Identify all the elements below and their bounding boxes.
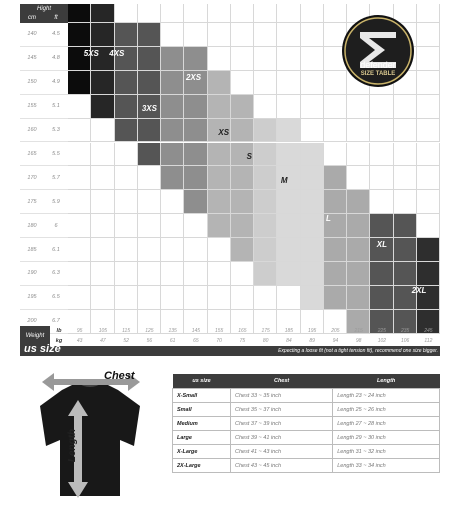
grid-cell bbox=[254, 47, 277, 71]
grid-cell bbox=[231, 166, 254, 190]
grid-cell bbox=[301, 262, 324, 286]
grid-cell bbox=[254, 286, 277, 310]
height-cm-label: 160 bbox=[20, 119, 44, 143]
grid-cell bbox=[231, 71, 254, 95]
weight-lb-value: 225 bbox=[377, 328, 387, 334]
grid-cell bbox=[324, 286, 347, 310]
fit-note: Expecting a loose fit (not a tight tension fit), recommend one size bigger. bbox=[278, 348, 438, 354]
weight-kg-value: 106 bbox=[400, 338, 410, 344]
grid-cell bbox=[115, 23, 138, 47]
grid-cell bbox=[394, 95, 417, 119]
size-label-xs: XS bbox=[218, 127, 230, 137]
grid-cell bbox=[115, 119, 138, 143]
grid-cell bbox=[184, 262, 207, 286]
grid-cell bbox=[231, 286, 254, 310]
grid-cell bbox=[347, 166, 370, 190]
grid-cell bbox=[370, 214, 393, 238]
grid-cell bbox=[91, 214, 114, 238]
grid-cell bbox=[417, 71, 440, 95]
size-label-m: M bbox=[280, 175, 288, 185]
weight-kg-value: 43 bbox=[76, 338, 83, 344]
grid-cell bbox=[417, 214, 440, 238]
grid-cell bbox=[184, 238, 207, 262]
grid-cell bbox=[208, 262, 231, 286]
grid-cell bbox=[184, 143, 207, 167]
grid-cell bbox=[91, 23, 114, 47]
size-label-s: S bbox=[246, 151, 253, 161]
grid-cell bbox=[115, 71, 138, 95]
weight-kg-value: 112 bbox=[424, 338, 433, 344]
table-row bbox=[173, 389, 440, 403]
height-cm-label: 155 bbox=[20, 95, 44, 119]
grid-cell bbox=[301, 119, 324, 143]
weight-lb-value: 235 bbox=[400, 328, 410, 334]
height-ft-label: 5.3 bbox=[44, 119, 68, 143]
grid-cell bbox=[254, 23, 277, 47]
grid-cell bbox=[138, 71, 161, 95]
size-table bbox=[172, 374, 440, 473]
shirt-figure bbox=[20, 362, 160, 502]
size-table-header-size: us size bbox=[173, 374, 231, 389]
grid-cell bbox=[277, 238, 300, 262]
size-name: Large bbox=[173, 431, 231, 445]
grid-cell bbox=[208, 143, 231, 167]
grid-cell bbox=[138, 166, 161, 190]
grid-cell bbox=[347, 119, 370, 143]
grid-cell bbox=[184, 286, 207, 310]
size-name: X-Small bbox=[173, 389, 231, 403]
grid-cell bbox=[91, 166, 114, 190]
weight-unit-kg: kg bbox=[55, 338, 63, 344]
grid-cell bbox=[161, 286, 184, 310]
grid-cell bbox=[277, 4, 300, 23]
grid-cell bbox=[277, 190, 300, 214]
weight-lb-value: 155 bbox=[214, 328, 224, 334]
grid-cell bbox=[91, 190, 114, 214]
grid-cell bbox=[161, 23, 184, 47]
grid-cell bbox=[277, 95, 300, 119]
grid-cell bbox=[68, 95, 91, 119]
height-cm-label: 140 bbox=[20, 23, 44, 47]
height-cm-label: 170 bbox=[20, 166, 44, 190]
size-label-l: L bbox=[325, 213, 331, 223]
chest-value: Chest 33 ~ 35 inch bbox=[231, 389, 333, 403]
grid-cell bbox=[417, 190, 440, 214]
grid-cell bbox=[417, 23, 440, 47]
grid-cell bbox=[91, 4, 114, 23]
grid-cell bbox=[254, 71, 277, 95]
height-ft-label: 5.5 bbox=[44, 143, 68, 167]
weight-kg-value: 98 bbox=[355, 338, 362, 344]
grid-cell bbox=[68, 190, 91, 214]
grid-cell bbox=[370, 95, 393, 119]
weight-kg-value: 84 bbox=[286, 338, 292, 344]
grid-cell bbox=[184, 47, 207, 71]
grid-cell bbox=[347, 214, 370, 238]
size-label-2xl: 2XL bbox=[411, 285, 427, 295]
grid-cell bbox=[138, 4, 161, 23]
grid-cell bbox=[138, 143, 161, 167]
grid-cell bbox=[254, 262, 277, 286]
grid-cell bbox=[208, 214, 231, 238]
grid-cell bbox=[394, 190, 417, 214]
weight-kg-value: 89 bbox=[309, 338, 315, 344]
size-name: Small bbox=[173, 403, 231, 417]
grid-cell bbox=[324, 119, 347, 143]
chest-value: Chest 35 ~ 37 inch bbox=[231, 403, 333, 417]
grid-cell bbox=[277, 23, 300, 47]
grid-cell bbox=[394, 214, 417, 238]
grid-cell bbox=[231, 190, 254, 214]
grid-cell bbox=[161, 214, 184, 238]
weight-lb-value: 175 bbox=[261, 328, 270, 334]
height-cm-label: 180 bbox=[20, 214, 44, 238]
grid-cell bbox=[254, 214, 277, 238]
grid-cell bbox=[115, 238, 138, 262]
grid-cell bbox=[208, 23, 231, 47]
grid-cell bbox=[301, 71, 324, 95]
weight-kg-value: 47 bbox=[100, 338, 106, 344]
grid-cell bbox=[115, 143, 138, 167]
size-label-4xs: 4XS bbox=[109, 49, 125, 59]
size-name: X-Large bbox=[173, 445, 231, 459]
grid-cell bbox=[138, 119, 161, 143]
weight-kg-value: 94 bbox=[332, 338, 339, 344]
grid-cell bbox=[161, 166, 184, 190]
weight-lb-value: 195 bbox=[307, 328, 317, 334]
grid-cell bbox=[138, 238, 161, 262]
grid-cell bbox=[208, 166, 231, 190]
grid-cell bbox=[231, 47, 254, 71]
height-cm-label: 145 bbox=[20, 47, 44, 71]
grid-cell bbox=[301, 286, 324, 310]
height-ft-label: 4.9 bbox=[44, 71, 68, 95]
grid-cell bbox=[68, 214, 91, 238]
grid-cell bbox=[370, 190, 393, 214]
grid-cell bbox=[417, 143, 440, 167]
chest-value: Chest 41 ~ 43 inch bbox=[231, 445, 333, 459]
table-row bbox=[173, 445, 440, 459]
size-table-header-chest: Chest bbox=[231, 374, 333, 389]
size-label-xl: XL bbox=[376, 240, 387, 250]
weight-lb-value: 95 bbox=[76, 328, 83, 334]
grid-cell bbox=[138, 23, 161, 47]
grid-cell bbox=[394, 166, 417, 190]
grid-cell bbox=[301, 143, 324, 167]
height-cm-label: 150 bbox=[20, 71, 44, 95]
grid-cell bbox=[115, 190, 138, 214]
size-label-2xs: 2XS bbox=[185, 72, 202, 82]
grid-cell bbox=[115, 286, 138, 310]
grid-cell bbox=[68, 119, 91, 143]
weight-kg-value: 52 bbox=[123, 338, 129, 344]
grid-cell bbox=[370, 143, 393, 167]
chest-value: Chest 43 ~ 45 inch bbox=[231, 459, 333, 473]
size-label-5xs: 5XS bbox=[83, 49, 99, 59]
grid-cell bbox=[68, 143, 91, 167]
grid-cell bbox=[68, 262, 91, 286]
length-label: Length bbox=[67, 428, 79, 463]
grid-cell bbox=[301, 190, 324, 214]
grid-cell bbox=[231, 262, 254, 286]
size-name: 2X-Large bbox=[173, 459, 231, 473]
chest-value: Chest 39 ~ 41 inch bbox=[231, 431, 333, 445]
grid-cell bbox=[417, 166, 440, 190]
grid-cell bbox=[91, 286, 114, 310]
height-cm-label: 195 bbox=[20, 286, 44, 310]
grid-cell bbox=[68, 286, 91, 310]
grid-cell bbox=[138, 262, 161, 286]
shirt-icon bbox=[20, 362, 160, 502]
grid-cell bbox=[91, 143, 114, 167]
height-ft-label: 5.1 bbox=[44, 95, 68, 119]
grid-cell bbox=[208, 47, 231, 71]
height-ft-label: 4.5 bbox=[44, 23, 68, 47]
grid-cell bbox=[301, 47, 324, 71]
grid-cell bbox=[347, 95, 370, 119]
length-value: Length 29 ~ 30 inch bbox=[333, 431, 440, 445]
weight-lb-value: 115 bbox=[122, 328, 131, 334]
grid-cell bbox=[91, 119, 114, 143]
size-label-3xs: 3XS bbox=[141, 104, 157, 114]
grid-cell bbox=[115, 214, 138, 238]
grid-cell bbox=[301, 4, 324, 23]
height-ft-label: 6.1 bbox=[44, 238, 68, 262]
grid-cell bbox=[347, 190, 370, 214]
grid-cell bbox=[161, 47, 184, 71]
grid-cell bbox=[277, 71, 300, 95]
table-row bbox=[173, 459, 440, 473]
height-ft-label: 4.8 bbox=[44, 47, 68, 71]
height-ft-label: 6 bbox=[44, 214, 68, 238]
grid-cell bbox=[184, 23, 207, 47]
grid-cell bbox=[138, 214, 161, 238]
table-row bbox=[173, 431, 440, 445]
length-value: Length 33 ~ 34 inch bbox=[333, 459, 440, 473]
weight-lb-value: 105 bbox=[98, 328, 108, 334]
grid-cell bbox=[68, 4, 91, 23]
brand-name: defender bbox=[360, 60, 396, 70]
grid-cell bbox=[115, 262, 138, 286]
us-size-label: us size bbox=[24, 343, 61, 355]
weight-header: Weight bbox=[20, 326, 50, 346]
grid-cell bbox=[417, 95, 440, 119]
height-ft-label: 6.7 bbox=[44, 310, 68, 334]
height-cm-label: 175 bbox=[20, 190, 44, 214]
grid-cell bbox=[324, 190, 347, 214]
height-ft-label: 6.3 bbox=[44, 262, 68, 286]
height-header: Hight bbox=[20, 4, 68, 13]
grid-cell bbox=[161, 190, 184, 214]
weight-lb-value: 165 bbox=[238, 328, 247, 334]
grid-cell bbox=[394, 143, 417, 167]
grid-cell bbox=[208, 4, 231, 23]
weight-kg-value: 102 bbox=[377, 338, 387, 344]
grid-cell bbox=[91, 71, 114, 95]
grid-cell bbox=[138, 190, 161, 214]
grid-cell bbox=[231, 23, 254, 47]
grid-cell bbox=[370, 119, 393, 143]
grid-cell bbox=[324, 238, 347, 262]
grid-cell bbox=[231, 238, 254, 262]
grid-cell bbox=[184, 166, 207, 190]
grid-cell bbox=[370, 286, 393, 310]
height-unit-ft: ft bbox=[44, 13, 68, 23]
table-row bbox=[173, 417, 440, 431]
grid-cell bbox=[277, 143, 300, 167]
size-name: Medium bbox=[173, 417, 231, 431]
grid-cell bbox=[277, 262, 300, 286]
size-table-header-length: Length bbox=[333, 374, 440, 389]
chest-label: Chest bbox=[104, 370, 135, 382]
grid-cell bbox=[417, 262, 440, 286]
weight-unit-lb: lb bbox=[56, 328, 62, 334]
height-unit-cm: cm bbox=[20, 13, 44, 23]
grid-cell bbox=[184, 214, 207, 238]
grid-cell bbox=[184, 4, 207, 23]
grid-cell bbox=[370, 262, 393, 286]
grid-cell bbox=[394, 262, 417, 286]
weight-kg-value: 70 bbox=[216, 338, 222, 344]
grid-cell bbox=[370, 166, 393, 190]
grid-cell bbox=[68, 238, 91, 262]
grid-cell bbox=[301, 238, 324, 262]
grid-cell bbox=[347, 143, 370, 167]
grid-cell bbox=[138, 286, 161, 310]
height-ft-label: 6.5 bbox=[44, 286, 68, 310]
length-value: Length 27 ~ 28 inch bbox=[333, 417, 440, 431]
grid-cell bbox=[231, 214, 254, 238]
grid-cell bbox=[277, 119, 300, 143]
weight-kg-value: 65 bbox=[193, 338, 199, 344]
grid-cell bbox=[254, 190, 277, 214]
grid-cell bbox=[417, 47, 440, 71]
grid-cell bbox=[68, 23, 91, 47]
weight-lb-value: 245 bbox=[424, 328, 433, 334]
weight-lb-value: 125 bbox=[145, 328, 154, 334]
table-row bbox=[173, 403, 440, 417]
grid-cell bbox=[277, 214, 300, 238]
weight-kg-value: 56 bbox=[146, 338, 153, 344]
grid-cell bbox=[347, 286, 370, 310]
grid-cell bbox=[208, 95, 231, 119]
brand-logo bbox=[341, 14, 415, 88]
weight-kg-value: 75 bbox=[239, 338, 246, 344]
brand-tagline: SIZE TABLE bbox=[360, 71, 396, 77]
grid-cell bbox=[161, 143, 184, 167]
length-value: Length 23 ~ 24 inch bbox=[333, 389, 440, 403]
grid-cell bbox=[347, 262, 370, 286]
grid-cell bbox=[301, 23, 324, 47]
grid-cell bbox=[254, 119, 277, 143]
grid-cell bbox=[254, 4, 277, 23]
grid-cell bbox=[138, 47, 161, 71]
weight-kg-value: 61 bbox=[169, 338, 176, 344]
grid-cell bbox=[161, 119, 184, 143]
grid-cell bbox=[254, 95, 277, 119]
grid-cell bbox=[208, 190, 231, 214]
weight-lb-value: 185 bbox=[284, 328, 294, 334]
grid-cell bbox=[184, 190, 207, 214]
grid-cell bbox=[277, 47, 300, 71]
grid-cell bbox=[115, 4, 138, 23]
grid-cell bbox=[161, 262, 184, 286]
grid-cell bbox=[184, 95, 207, 119]
weight-kg-value: 80 bbox=[262, 338, 269, 344]
grid-cell bbox=[68, 71, 91, 95]
grid-cell bbox=[91, 95, 114, 119]
weight-lb-value: 205 bbox=[331, 328, 340, 334]
grid-cell bbox=[161, 238, 184, 262]
height-ft-label: 5.9 bbox=[44, 190, 68, 214]
length-value: Length 25 ~ 26 inch bbox=[333, 403, 440, 417]
chest-value: Chest 37 ~ 39 inch bbox=[231, 417, 333, 431]
weight-lb-value: 135 bbox=[168, 328, 177, 334]
grid-cell bbox=[324, 262, 347, 286]
weight-lb-value: 145 bbox=[191, 328, 201, 334]
grid-cell bbox=[231, 95, 254, 119]
grid-cell bbox=[277, 286, 300, 310]
grid-cell bbox=[324, 143, 347, 167]
grid-cell bbox=[161, 4, 184, 23]
grid-cell bbox=[91, 238, 114, 262]
height-cm-label: 165 bbox=[20, 143, 44, 167]
grid-cell bbox=[254, 238, 277, 262]
weight-lb-value: 215 bbox=[354, 328, 363, 334]
grid-cell bbox=[417, 238, 440, 262]
grid-cell bbox=[68, 166, 91, 190]
grid-cell bbox=[208, 238, 231, 262]
grid-cell bbox=[231, 4, 254, 23]
length-value: Length 31 ~ 32 inch bbox=[333, 445, 440, 459]
height-ft-label: 5.7 bbox=[44, 166, 68, 190]
grid-cell bbox=[417, 4, 440, 23]
height-cm-label: 200 bbox=[20, 310, 44, 334]
grid-cell bbox=[324, 166, 347, 190]
height-cm-label: 190 bbox=[20, 262, 44, 286]
grid-cell bbox=[208, 286, 231, 310]
grid-cell bbox=[394, 119, 417, 143]
height-cm-label: 185 bbox=[20, 238, 44, 262]
grid-cell bbox=[324, 95, 347, 119]
grid-cell bbox=[91, 262, 114, 286]
grid-cell bbox=[417, 119, 440, 143]
grid-cell bbox=[301, 95, 324, 119]
grid-cell bbox=[115, 166, 138, 190]
